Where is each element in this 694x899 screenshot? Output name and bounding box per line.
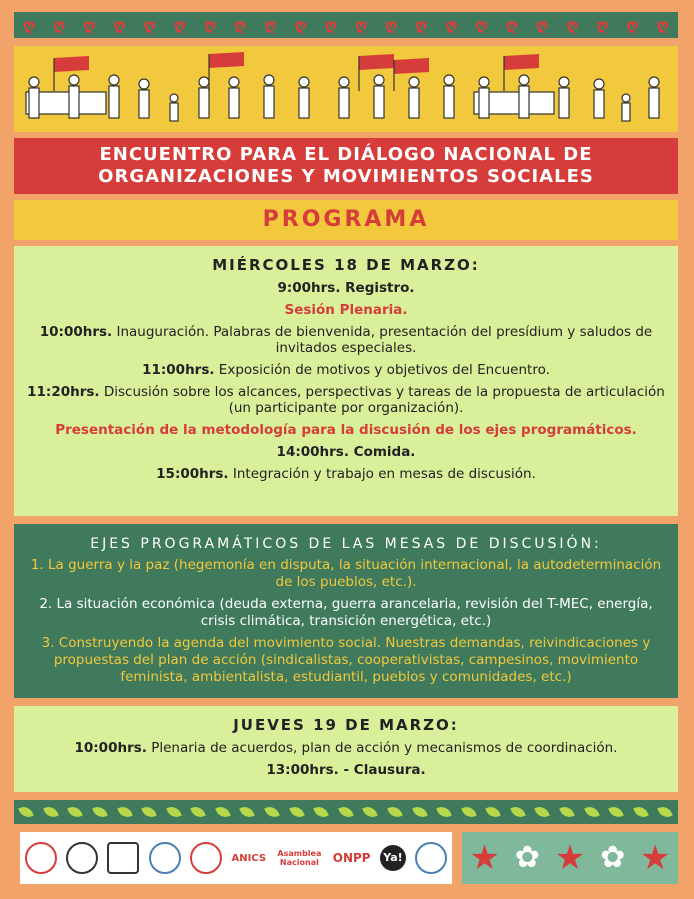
org-logo <box>25 842 57 874</box>
day-title: MIÉRCOLES 18 DE MARZO: <box>212 256 480 274</box>
leaf-icon <box>191 804 206 819</box>
schedule-time: 11:20hrs. <box>27 384 100 400</box>
schedule-item <box>14 384 678 416</box>
leaf-icon <box>240 804 255 819</box>
leaf-icon <box>658 804 673 819</box>
thursday-schedule <box>14 706 678 792</box>
star-icon: ★ <box>554 838 586 878</box>
swirl-icon: ღ <box>143 15 156 34</box>
swirl-icon: ღ <box>385 15 398 34</box>
schedule-time: 14:00hrs. <box>276 444 349 460</box>
schedule-item: Presentación de la metodología para la discusión de los ejes programáticos. <box>55 422 637 438</box>
schedule-item <box>14 362 678 378</box>
decorative-stars-flowers <box>462 832 678 884</box>
swirl-icon: ღ <box>53 15 66 34</box>
anics-logo: ANICS <box>231 852 267 864</box>
leaf-icon <box>412 804 427 819</box>
schedule-item <box>14 444 678 460</box>
star-icon: ★ <box>640 838 671 878</box>
leaf-icon <box>314 804 329 819</box>
schedule-time: 10:00hrs. <box>39 324 113 340</box>
swirl-icon: ღ <box>22 15 36 34</box>
axes-title: EJES PROGRAMÁTICOS DE LAS MESAS DE DISCUSIÓN: <box>90 536 602 552</box>
leaf-icon <box>215 804 230 819</box>
asamblea-nacional-logo: Asamblea Nacional <box>277 849 322 867</box>
swirl-icon: ღ <box>475 15 488 34</box>
swirl-icon: ღ <box>204 15 217 34</box>
schedule-text: Discusión sobre los alcances, perspectivas y tareas de la propuesta de articulación (un participante por organización). <box>103 384 665 416</box>
swirl-icon: ღ <box>234 15 247 34</box>
leaf-icon <box>166 804 181 819</box>
leaf-icon <box>535 804 550 819</box>
swirl-icon: ღ <box>626 15 639 34</box>
swirl-icon: ღ <box>324 15 337 34</box>
leaf-icon <box>633 804 648 819</box>
swirl-icon: ღ <box>596 15 609 34</box>
swirl-icon: ღ <box>354 15 368 34</box>
leaf-icon <box>387 804 402 819</box>
leaf-icon <box>510 804 525 819</box>
swirl-icon: ღ <box>535 15 549 34</box>
organization-logos <box>20 832 452 884</box>
schedule-item <box>14 280 678 296</box>
leaf-icon <box>141 804 156 819</box>
schedule-item <box>14 762 678 778</box>
flower-icon: ✿ <box>514 840 540 875</box>
flower-icon: ✿ <box>600 840 626 875</box>
swirl-icon: ღ <box>264 15 277 34</box>
schedule-time: 10:00hrs. <box>74 740 147 756</box>
wednesday-schedule <box>14 246 678 516</box>
leaf-icon <box>363 804 378 819</box>
schedule-item <box>14 324 678 356</box>
leaf-icon <box>486 804 501 819</box>
leaf-icon <box>559 804 574 819</box>
schedule-item: Sesión Plenaria. <box>284 302 408 318</box>
onpp-logo: ONPP <box>332 850 371 865</box>
schedule-time: 9:00hrs. <box>277 280 341 296</box>
leaf-icon <box>264 804 279 819</box>
swirl-icon: ღ <box>566 15 579 34</box>
leaf-icon <box>608 804 623 819</box>
leaf-icon <box>584 804 599 819</box>
swirl-icon: ღ <box>113 15 126 34</box>
top-decorative-band <box>14 12 678 38</box>
axis-item: 3. Construyendo la agenda del movimiento social. Nuestras demandas, reivindicaciones y propuestas del plan de acción (sindicalistas, cooperativistas, campesinos, movimiento feminista, ambientalista, estudiantil, pueblos y comunidades, etc.) <box>41 635 651 685</box>
swirl-icon: ღ <box>656 15 669 34</box>
schedule-text: Integración y trabajo en mesas de discusión. <box>232 466 536 482</box>
org-logo <box>190 842 222 874</box>
axis-item: 2. La situación económica (deuda externa, guerra arancelaria, revisión del T-MEC, energía, crisis climática, transición energética, etc.) <box>39 596 653 629</box>
schedule-item <box>14 740 678 756</box>
schedule-text: - Clausura. <box>343 762 426 778</box>
schedule-text: Comida. <box>353 444 416 460</box>
marching-crowd-illustration <box>14 46 678 132</box>
leaf-icon <box>19 804 34 819</box>
swirl-icon: ღ <box>445 15 458 34</box>
event-title <box>14 138 678 194</box>
org-logo <box>66 842 98 874</box>
leaf-icon <box>92 804 107 819</box>
schedule-time: 11:00hrs. <box>142 362 215 378</box>
schedule-item <box>14 466 678 482</box>
day-title: JUEVES 19 DE MARZO: <box>233 716 459 734</box>
leaf-icon <box>289 804 304 819</box>
programa-heading: PROGRAMA <box>14 200 678 240</box>
event-title-line2: ORGANIZACIONES Y MOVIMIENTOS SOCIALES <box>98 166 594 187</box>
schedule-text: Inauguración. Palabras de bienvenida, presentación del presídium y saludos de invitados especiales. <box>116 324 653 356</box>
swirl-icon: ღ <box>415 15 428 34</box>
swirl-icon: ღ <box>294 15 307 34</box>
leaf-icon <box>117 804 132 819</box>
org-logo <box>149 842 181 874</box>
swirl-icon: ღ <box>173 15 187 34</box>
axis-item: 1. La guerra y la paz (hegemonía en disputa, la situación internacional, la autodeterminación de los pueblos, etc.). <box>30 557 662 590</box>
event-title-line1: ENCUENTRO PARA EL DIÁLOGO NACIONAL DE <box>99 144 593 165</box>
star-icon: ★ <box>469 838 500 878</box>
schedule-text: Exposición de motivos y objetivos del Encuentro. <box>218 362 550 378</box>
leaf-icon <box>338 804 353 819</box>
org-logo <box>415 842 447 874</box>
org-logo <box>107 842 139 874</box>
schedule-text: Plenaria de acuerdos, plan de acción y mecanismos de coordinación. <box>151 740 618 756</box>
swirl-icon: ღ <box>83 15 96 34</box>
leaves-decorative-band <box>14 800 678 824</box>
ya-logo: Ya! <box>380 845 406 871</box>
leaf-icon <box>461 804 476 819</box>
schedule-time: 15:00hrs. <box>156 466 229 482</box>
swirl-icon: ღ <box>505 15 518 34</box>
leaf-icon <box>68 804 83 819</box>
program-axes-section <box>14 524 678 698</box>
schedule-text: Registro. <box>345 280 415 296</box>
leaf-icon <box>436 804 451 819</box>
leaf-icon <box>43 804 58 819</box>
schedule-time: 13:00hrs. <box>266 762 339 778</box>
